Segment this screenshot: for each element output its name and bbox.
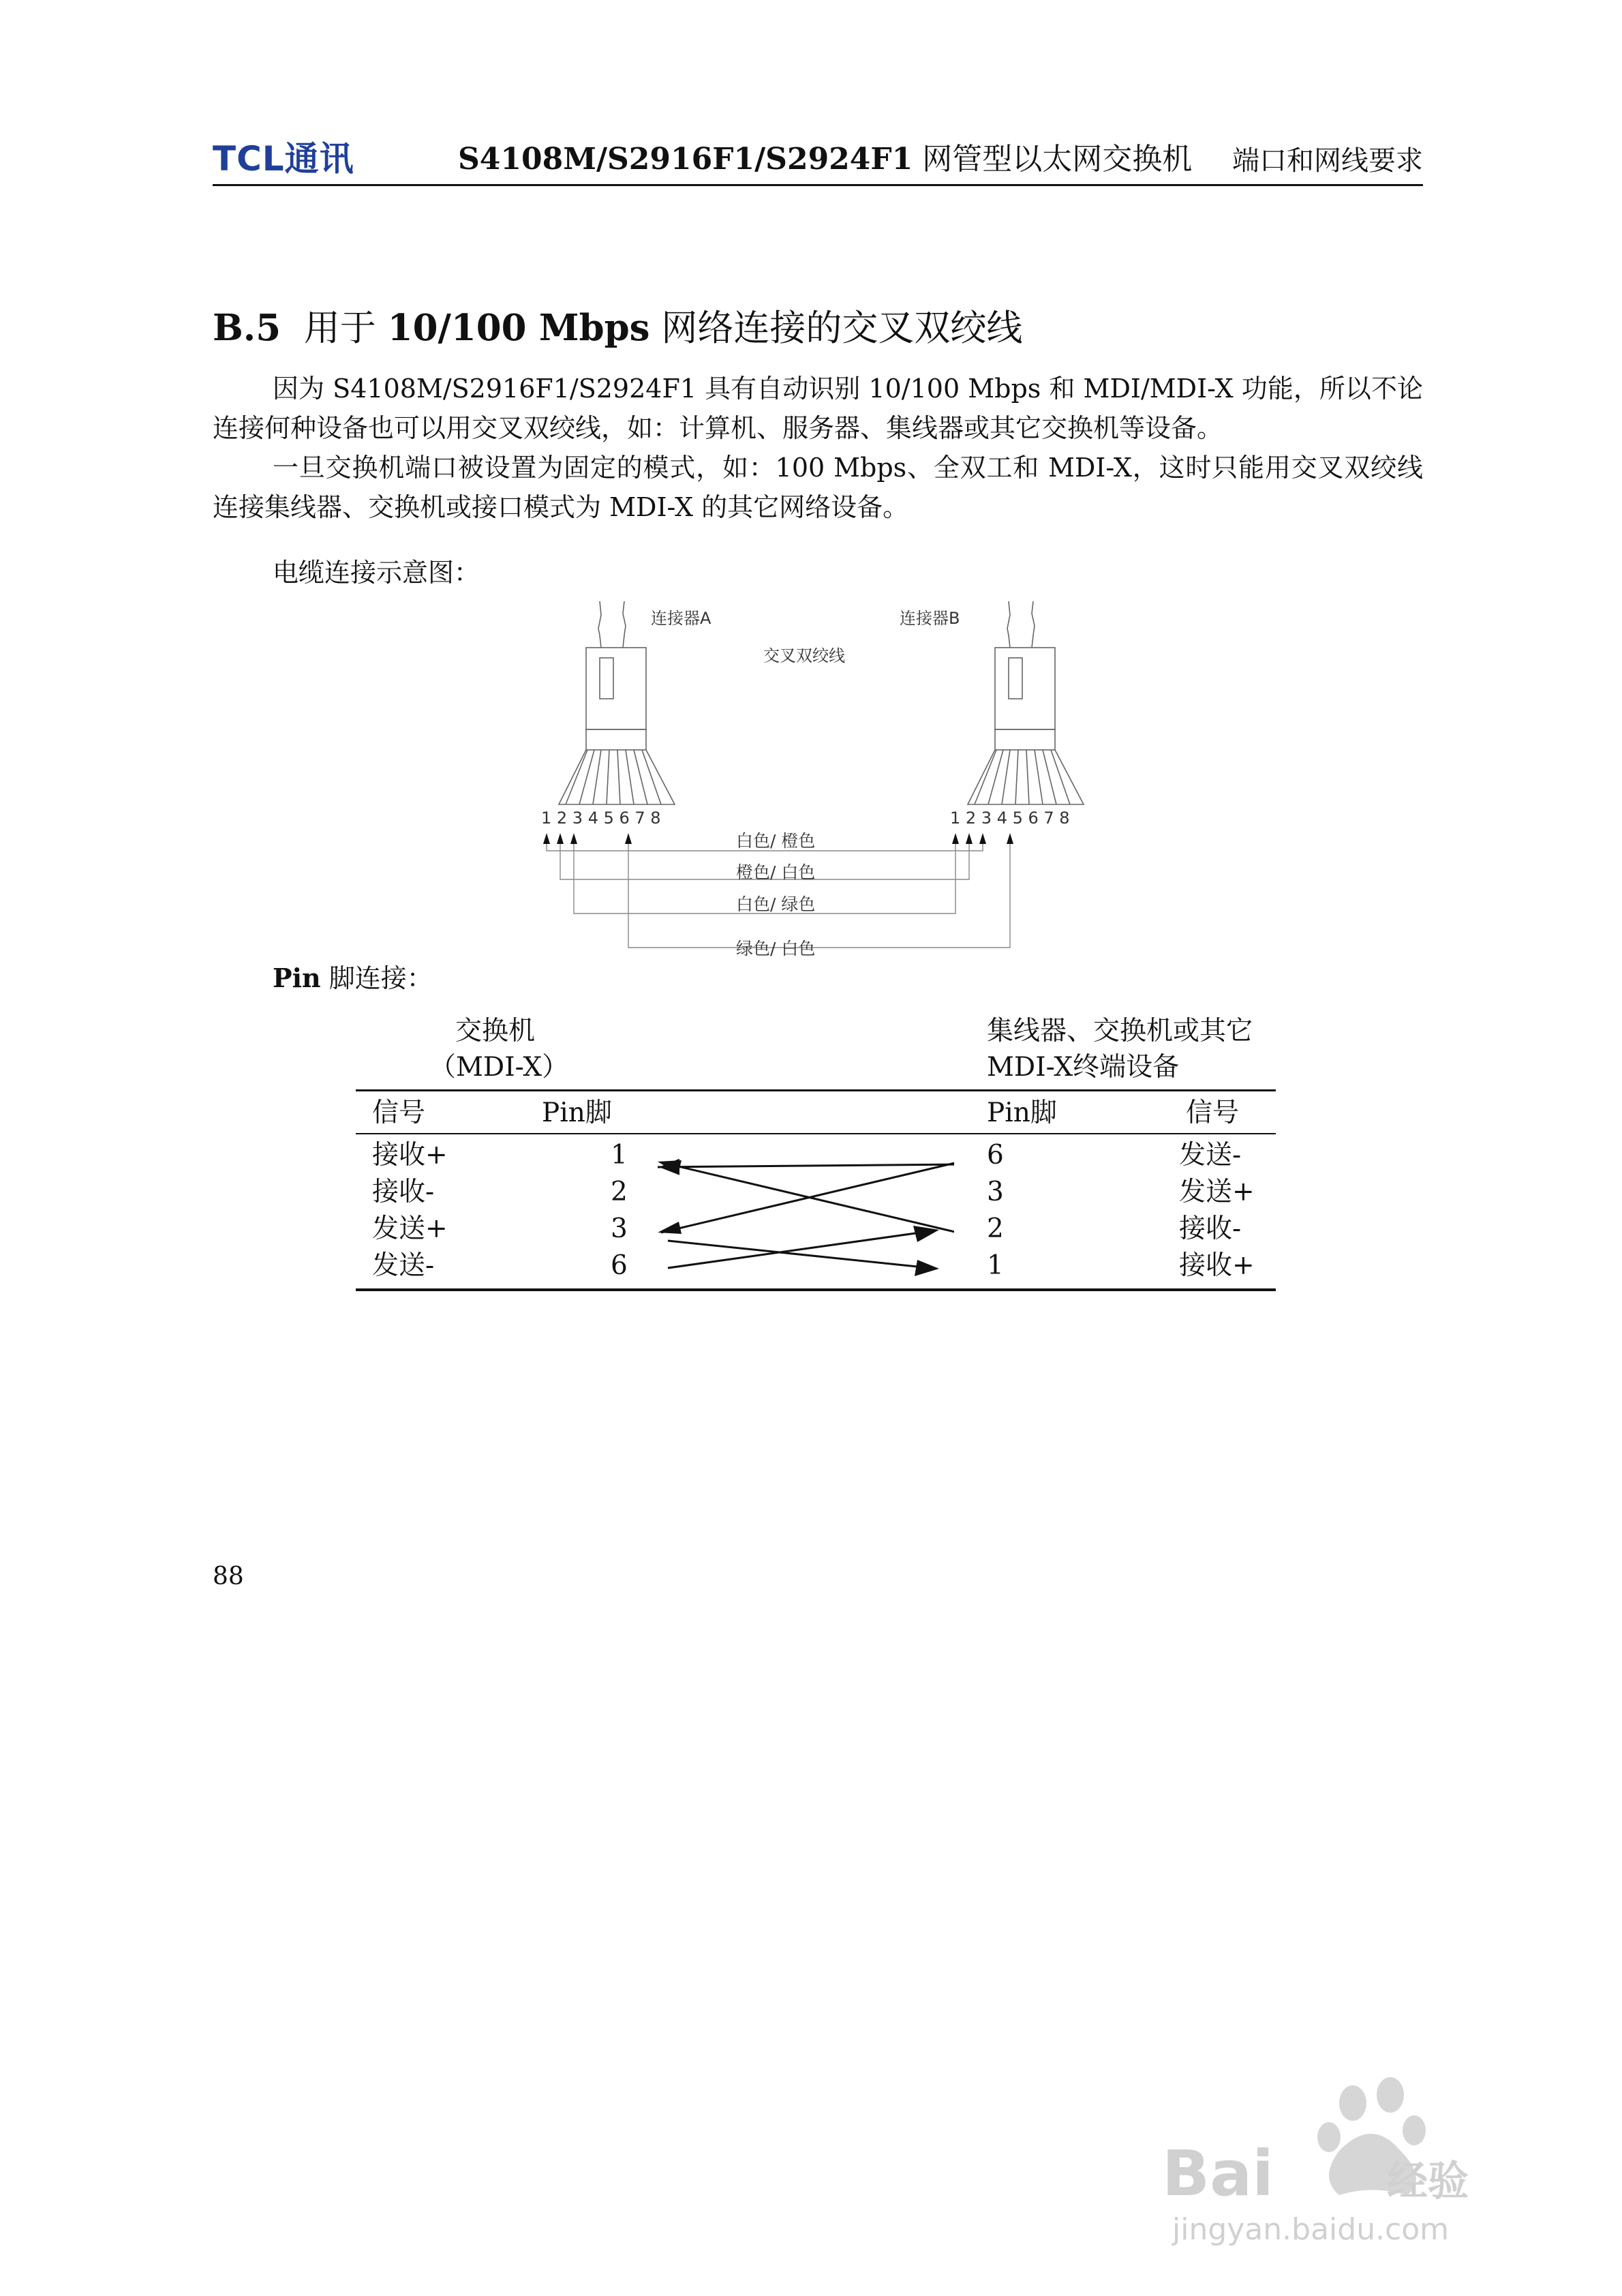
svg-text:Bai: Bai (1162, 2137, 1274, 2210)
col-signal-left: 信号 (372, 1098, 426, 1128)
row-2-signal-right: 发送+ (1179, 1177, 1255, 1207)
arrow-a (662, 1167, 954, 1176)
wire-6-to-2 (628, 844, 1010, 948)
left-device-label: 交换机 (455, 1016, 536, 1046)
table-bottom-rule (356, 1288, 1276, 1291)
table-header-rule (356, 1133, 1276, 1134)
wire-label-2: 橙色/ 白色 (736, 862, 816, 882)
pins-b: 1 2 3 4 5 6 7 8 (950, 809, 1070, 828)
body-paragraph-2: 一旦交换机端口被设置为固定的模式，如：100 Mbps、全双工和 MDI-X，这时只能用交叉双绞线连接集线器、交换机或接口模式为 MDI-X 的其它网络设备。 (213, 453, 1423, 522)
body-paragraph-1: 因为 S4108M/S2916F1/S2924F1 具有自动识别 10/100 Mbps 和 MDI/MDI-X 功能，所以不论连接何种设备也可以用交叉双绞线，如：计算机、服务器、集线器或其它交换机等设备。 (213, 374, 1423, 443)
connector-a-icon (559, 601, 675, 804)
row-3-pin-left: 3 (611, 1213, 628, 1244)
arrow-row-1 (658, 1164, 954, 1167)
row-2-pin-right: 3 (987, 1177, 1004, 1207)
watermark-url: jingyan.baidu.com (1172, 2212, 1450, 2247)
left-mode-label: （MDI-X） (429, 1052, 569, 1083)
header-model: S4108M/S2916F1/S2924F1 (458, 142, 913, 177)
row-2-pin-left: 2 (611, 1177, 628, 1207)
pins-a: 1 2 3 4 5 6 7 8 (541, 809, 661, 828)
row-1-pin-right: 6 (987, 1140, 1004, 1170)
section-number: B.5 (213, 307, 281, 349)
connector-b-icon (968, 601, 1084, 804)
cross-arrow-6-to-2 (668, 1231, 930, 1268)
header-title-cn: 网管型以太网交换机 (913, 142, 1193, 177)
cable-diagram (532, 593, 1097, 975)
crossover-arrows (641, 1145, 954, 1282)
row-1-signal-left: 接收+ (372, 1140, 448, 1170)
arrowhead-left-1 (658, 1222, 682, 1234)
right-mode-label: MDI-X终端设备 (987, 1052, 1180, 1083)
header-rule (213, 184, 1423, 186)
section-title-bold: 10/100 Mbps (387, 307, 650, 349)
baidu-watermark-logo (1155, 2076, 1537, 2253)
row-2-signal-left: 接收- (372, 1177, 435, 1207)
wire-label-4: 绿色/ 白色 (736, 939, 816, 958)
col-signal-right: 信号 (1186, 1098, 1240, 1128)
section-title-pre: 用于 (303, 307, 388, 349)
connector-b-label: 连接器B (900, 609, 960, 628)
row-1-pin-left: 1 (611, 1140, 628, 1170)
section-title-post: 网络连接的交叉双绞线 (649, 307, 1023, 349)
wire-label-3: 白色/ 绿色 (736, 894, 816, 914)
svg-text:经验: 经验 (1387, 2158, 1469, 2205)
row-1-signal-right: 发送- (1179, 1140, 1242, 1170)
row-3-pin-right: 2 (987, 1213, 1004, 1244)
col-pin-left: Pin脚 (542, 1098, 612, 1128)
cable-label: 交叉双绞线 (763, 646, 845, 665)
cross-arrow-3-to-1 (668, 1241, 930, 1268)
diagram-caption: 电缆连接示意图： (273, 558, 480, 588)
row-4-signal-right: 接收+ (1179, 1250, 1255, 1281)
row-4-pin-left: 6 (611, 1250, 628, 1281)
arrowhead-right-1 (915, 1260, 939, 1276)
header-title (458, 140, 1192, 179)
row-3-signal-left: 发送+ (372, 1213, 448, 1244)
row-3-signal-right: 接收- (1179, 1213, 1242, 1244)
row-4-pin-right: 1 (987, 1250, 1004, 1281)
table-top-rule (356, 1089, 1276, 1091)
row-4-signal-left: 发送- (372, 1250, 435, 1281)
pin-section-label: Pin 脚连接： (273, 963, 433, 993)
wire-label-1: 白色/ 橙色 (736, 831, 816, 851)
page-number: 88 (213, 1562, 244, 1590)
col-pin-right: Pin脚 (987, 1098, 1057, 1128)
header-section: 端口和网线要求 (1232, 145, 1423, 177)
section-title (213, 305, 1022, 351)
tcl-logo: TCL通讯 (213, 139, 354, 179)
connector-a-label: 连接器A (651, 609, 711, 628)
right-device-label: 集线器、交换机或其它 (987, 1016, 1253, 1046)
